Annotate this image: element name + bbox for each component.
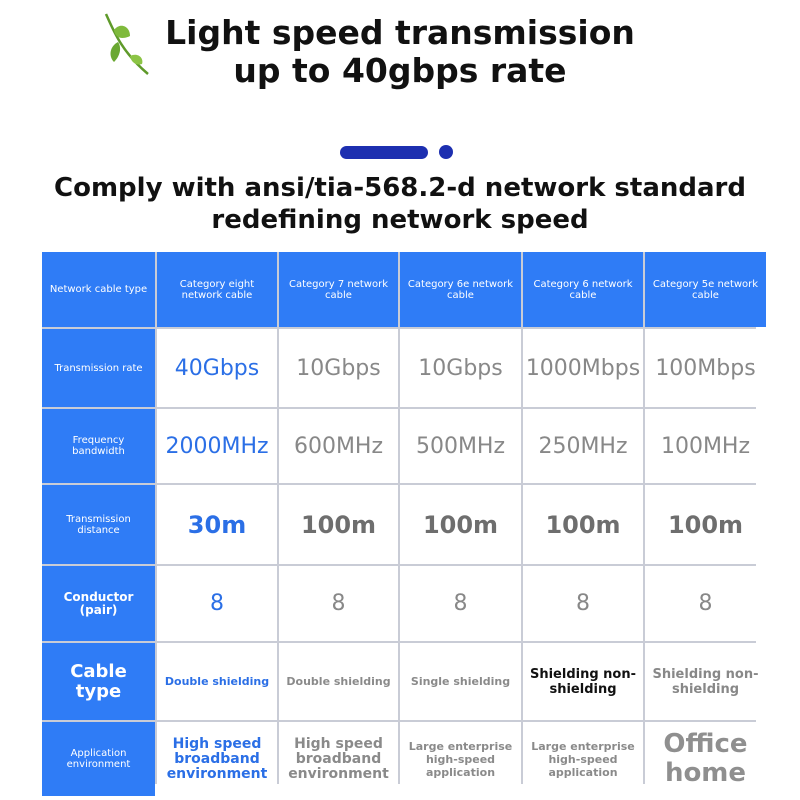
- distance-cat5e: 100m: [645, 485, 766, 564]
- distance-cat6e: 100m: [400, 485, 521, 564]
- bandwidth-cat8: 2000MHz: [157, 409, 277, 483]
- application-cat7: High speed broadband environment: [279, 722, 398, 796]
- header-cell-cat7: Category 7 network cable: [279, 252, 398, 327]
- header-cell-cat6e: Category 6e network cable: [400, 252, 521, 327]
- header-cell-type: Network cable type: [42, 252, 155, 327]
- application-cat5e: Office home: [645, 722, 766, 796]
- rate-cat6: 1000Mbps: [523, 329, 643, 407]
- cable-type-cat6e: Single shielding: [400, 643, 521, 720]
- subheadline: Comply with ansi/tia-568.2-d network standard redefining network speed: [54, 173, 746, 235]
- bandwidth-cat7: 600MHz: [279, 409, 398, 483]
- rate-cat7: 10Gbps: [279, 329, 398, 407]
- application-cat6: Large enterprise high-speed application: [523, 722, 643, 796]
- row-label-rate: Transmission rate: [42, 329, 155, 407]
- row-label-cable-type: Cable type: [42, 643, 155, 720]
- cable-type-cat8: Double shielding: [157, 643, 277, 720]
- bandwidth-cat6: 250MHz: [523, 409, 643, 483]
- rate-cat8: 40Gbps: [157, 329, 277, 407]
- cable-type-cat7: Double shielding: [279, 643, 398, 720]
- row-label-conductor: Conductor (pair): [42, 566, 155, 641]
- application-cat8: High speed broadband environment: [157, 722, 277, 796]
- bandwidth-cat5e: 100MHz: [645, 409, 766, 483]
- header-cell-cat8: Category eight network cable: [157, 252, 277, 327]
- conductor-cat6: 8: [523, 566, 643, 641]
- conductor-cat6e: 8: [400, 566, 521, 641]
- row-label-application: Application environment: [42, 722, 155, 796]
- conductor-cat7: 8: [279, 566, 398, 641]
- distance-cat6: 100m: [523, 485, 643, 564]
- cable-type-cat6: Shielding non-shielding: [523, 643, 643, 720]
- distance-cat7: 100m: [279, 485, 398, 564]
- decor-bar: [340, 146, 428, 159]
- cable-type-cat5e: Shielding non-shielding: [645, 643, 766, 720]
- conductor-cat5e: 8: [645, 566, 766, 641]
- distance-cat8: 30m: [157, 485, 277, 564]
- rate-cat5e: 100Mbps: [645, 329, 766, 407]
- leaf-sprig-icon: [100, 12, 155, 80]
- application-cat6e: Large enterprise high-speed application: [400, 722, 521, 796]
- row-label-bandwidth: Frequency bandwidth: [42, 409, 155, 483]
- rate-cat6e: 10Gbps: [400, 329, 521, 407]
- comparison-table: [42, 252, 759, 788]
- row-label-distance: Transmission distance: [42, 485, 155, 564]
- headline: Light speed transmission up to 40gbps rate: [165, 13, 635, 90]
- decor-dot: [439, 145, 453, 159]
- header-cell-cat6: Category 6 network cable: [523, 252, 643, 327]
- bandwidth-cat6e: 500MHz: [400, 409, 521, 483]
- header-cell-cat5e: Category 5e network cable: [645, 252, 766, 327]
- conductor-cat8: 8: [157, 566, 277, 641]
